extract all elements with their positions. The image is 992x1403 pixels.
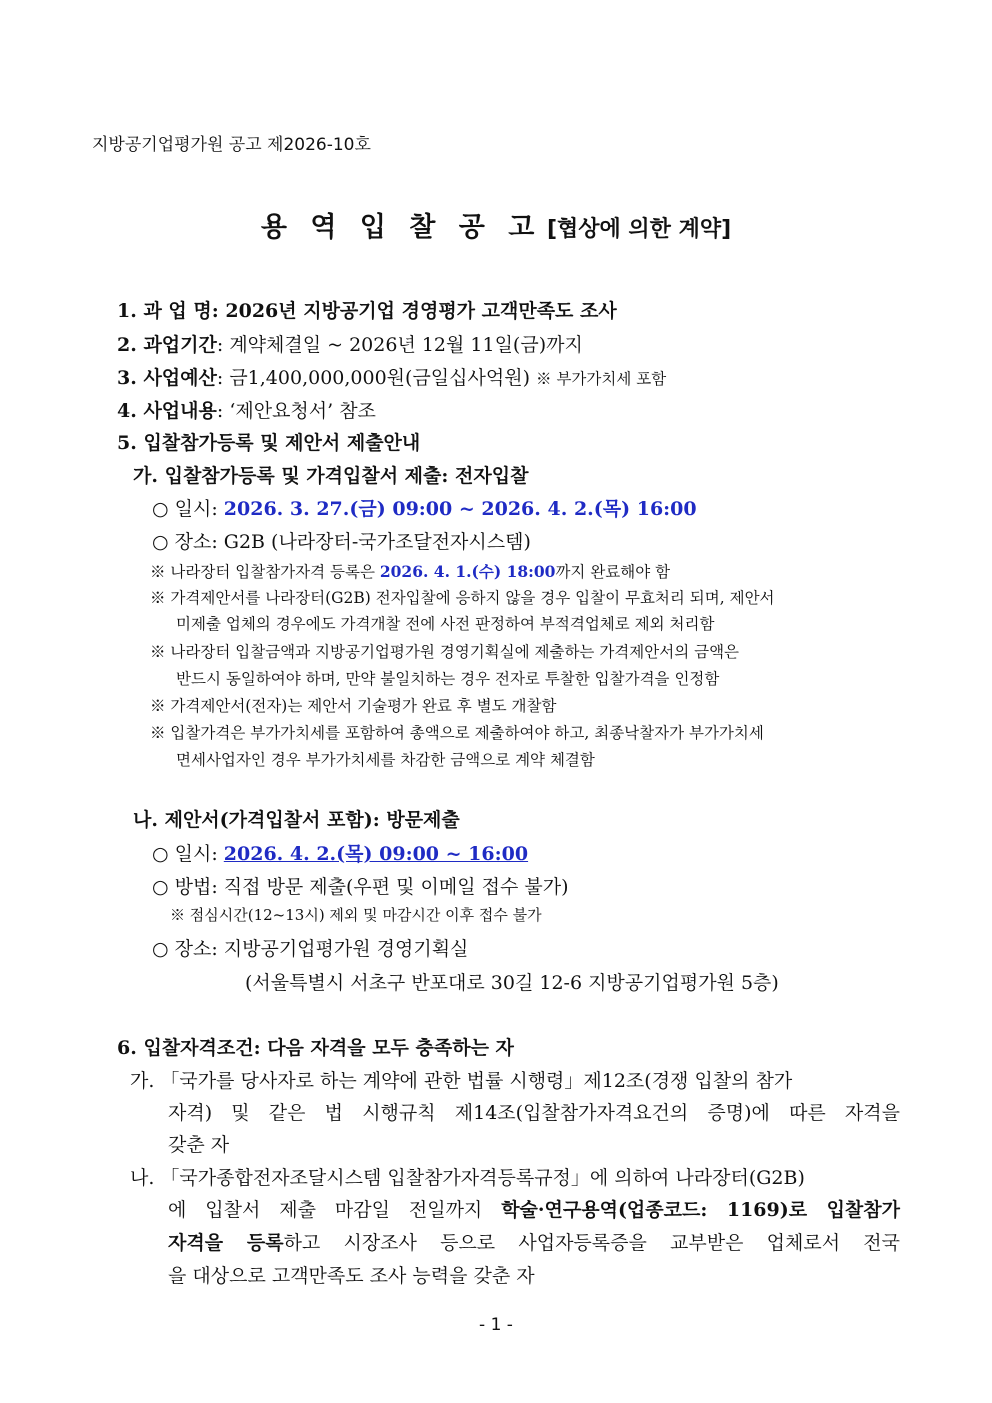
note-same-amount: ※ 나라장터 입찰금액과 지방공기업평가원 경영기획실에 제출하는 가격제안서의 금액은 (150, 643, 740, 661)
qual-na-line1: 나. 「국가종합전자조달시스템 입찰참가자격등록규정」에 의하여 나라장터(G2B) (130, 1167, 805, 1189)
section-na-date: ○ 일시: 2026. 4. 2.(목) 09:00 ~ 16:00 (152, 843, 529, 865)
qual-ga-line1: 가. 「국가를 당사자로 하는 계약에 관한 법률 시행령」제12조(경쟁 입찰의 참가 (130, 1070, 793, 1092)
note-vat-cont: 면세사업자인 경우 부가가치세를 차감한 금액으로 계약 체결함 (176, 751, 595, 769)
section-na-address: (서울특별시 서초구 반포대로 30길 12-6 지방공기업평가원 5층) (245, 972, 779, 994)
qual-na-line2: 에 입찰서 제출 마감일 전일까지 학술·연구용역(업종코드: 1169)로 입찰참가 (168, 1199, 900, 1221)
title-sub: [협상에 의한 계약] (546, 217, 732, 242)
item-6-qualification: 6. 입찰자격조건: 다음 자격을 모두 충족하는 자 (117, 1037, 514, 1059)
qual-na-line4: 을 대상으로 고객만족도 조사 능력을 갖춘 자 (168, 1265, 535, 1287)
note-price-opening: ※ 가격제안서(전자)는 제안서 기술평가 완료 후 별도 개찰함 (150, 697, 557, 715)
item-1-task-name: 1. 과 업 명: 2026년 지방공기업 경영평가 고객만족도 조사 (117, 300, 617, 322)
note-registration-deadline: ※ 나라장터 입찰참가자격 등록은 2026. 4. 1.(수) 18:00까지 완료해야 함 (150, 562, 671, 581)
section-na-heading: 나. 제안서(가격입찰서 포함): 방문제출 (133, 809, 460, 831)
page-title (0, 205, 992, 244)
page-number: - 1 - (479, 1315, 513, 1335)
note-invalid-bid-cont: 미제출 업체의 경우에도 가격개찰 전에 사전 판정하여 부적격업체로 제외 처리함 (176, 615, 715, 633)
section-ga-date: ○ 일시: 2026. 3. 27.(금) 09:00 ~ 2026. 4. 2.(목) 16:00 (152, 498, 697, 520)
note-vat: ※ 입찰가격은 부가가치세를 포함하여 총액으로 제출하여야 하고, 최종낙찰자가 부가가치세 (150, 724, 764, 742)
section-na-method: ○ 방법: 직접 방문 제출(우편 및 이메일 접수 불가) (152, 876, 569, 898)
section-na-place: ○ 장소: 지방공기업평가원 경영기획실 (152, 938, 469, 960)
section-ga-place: ○ 장소: G2B (나라장터-국가조달전자시스템) (152, 531, 531, 553)
item-4-content: 4. 사업내용: ‘제안요청서’ 참조 (117, 400, 376, 422)
item-2-period: 2. 과업기간: 계약체결일 ~ 2026년 12월 11일(금)까지 (117, 334, 583, 356)
item-5-registration: 5. 입찰참가등록 및 제안서 제출안내 (117, 432, 421, 454)
notice-number: 지방공기업평가원 공고 제2026-10호 (92, 135, 371, 155)
note-same-amount-cont: 반드시 동일하여야 하며, 만약 불일치하는 경우 전자로 투찰한 입찰가격을 인정함 (176, 670, 720, 688)
section-ga-heading: 가. 입찰참가등록 및 가격입찰서 제출: 전자입찰 (133, 465, 529, 487)
title-main: 용 역 입 찰 공 고 (260, 212, 542, 243)
note-lunch-time: ※ 점심시간(12~13시) 제외 및 마감시간 이후 접수 불가 (170, 906, 542, 924)
qual-na-line3: 자격을 등록하고 시장조사 등으로 사업자등록증을 교부받은 업체로서 전국 (168, 1232, 900, 1254)
item-3-budget: 3. 사업예산: 금1,400,000,000원(금일십사억원) ※ 부가가치세 포함 (117, 367, 667, 389)
qual-ga-line2: 자격) 및 같은 법 시행규칙 제14조(입찰참가자격요건의 증명)에 따른 자격을 (168, 1102, 900, 1124)
note-invalid-bid: ※ 가격제안서를 나라장터(G2B) 전자입찰에 응하지 않을 경우 입찰이 무효처리 되며, 제안서 (150, 589, 775, 607)
qual-ga-line3: 갖춘 자 (168, 1134, 230, 1156)
